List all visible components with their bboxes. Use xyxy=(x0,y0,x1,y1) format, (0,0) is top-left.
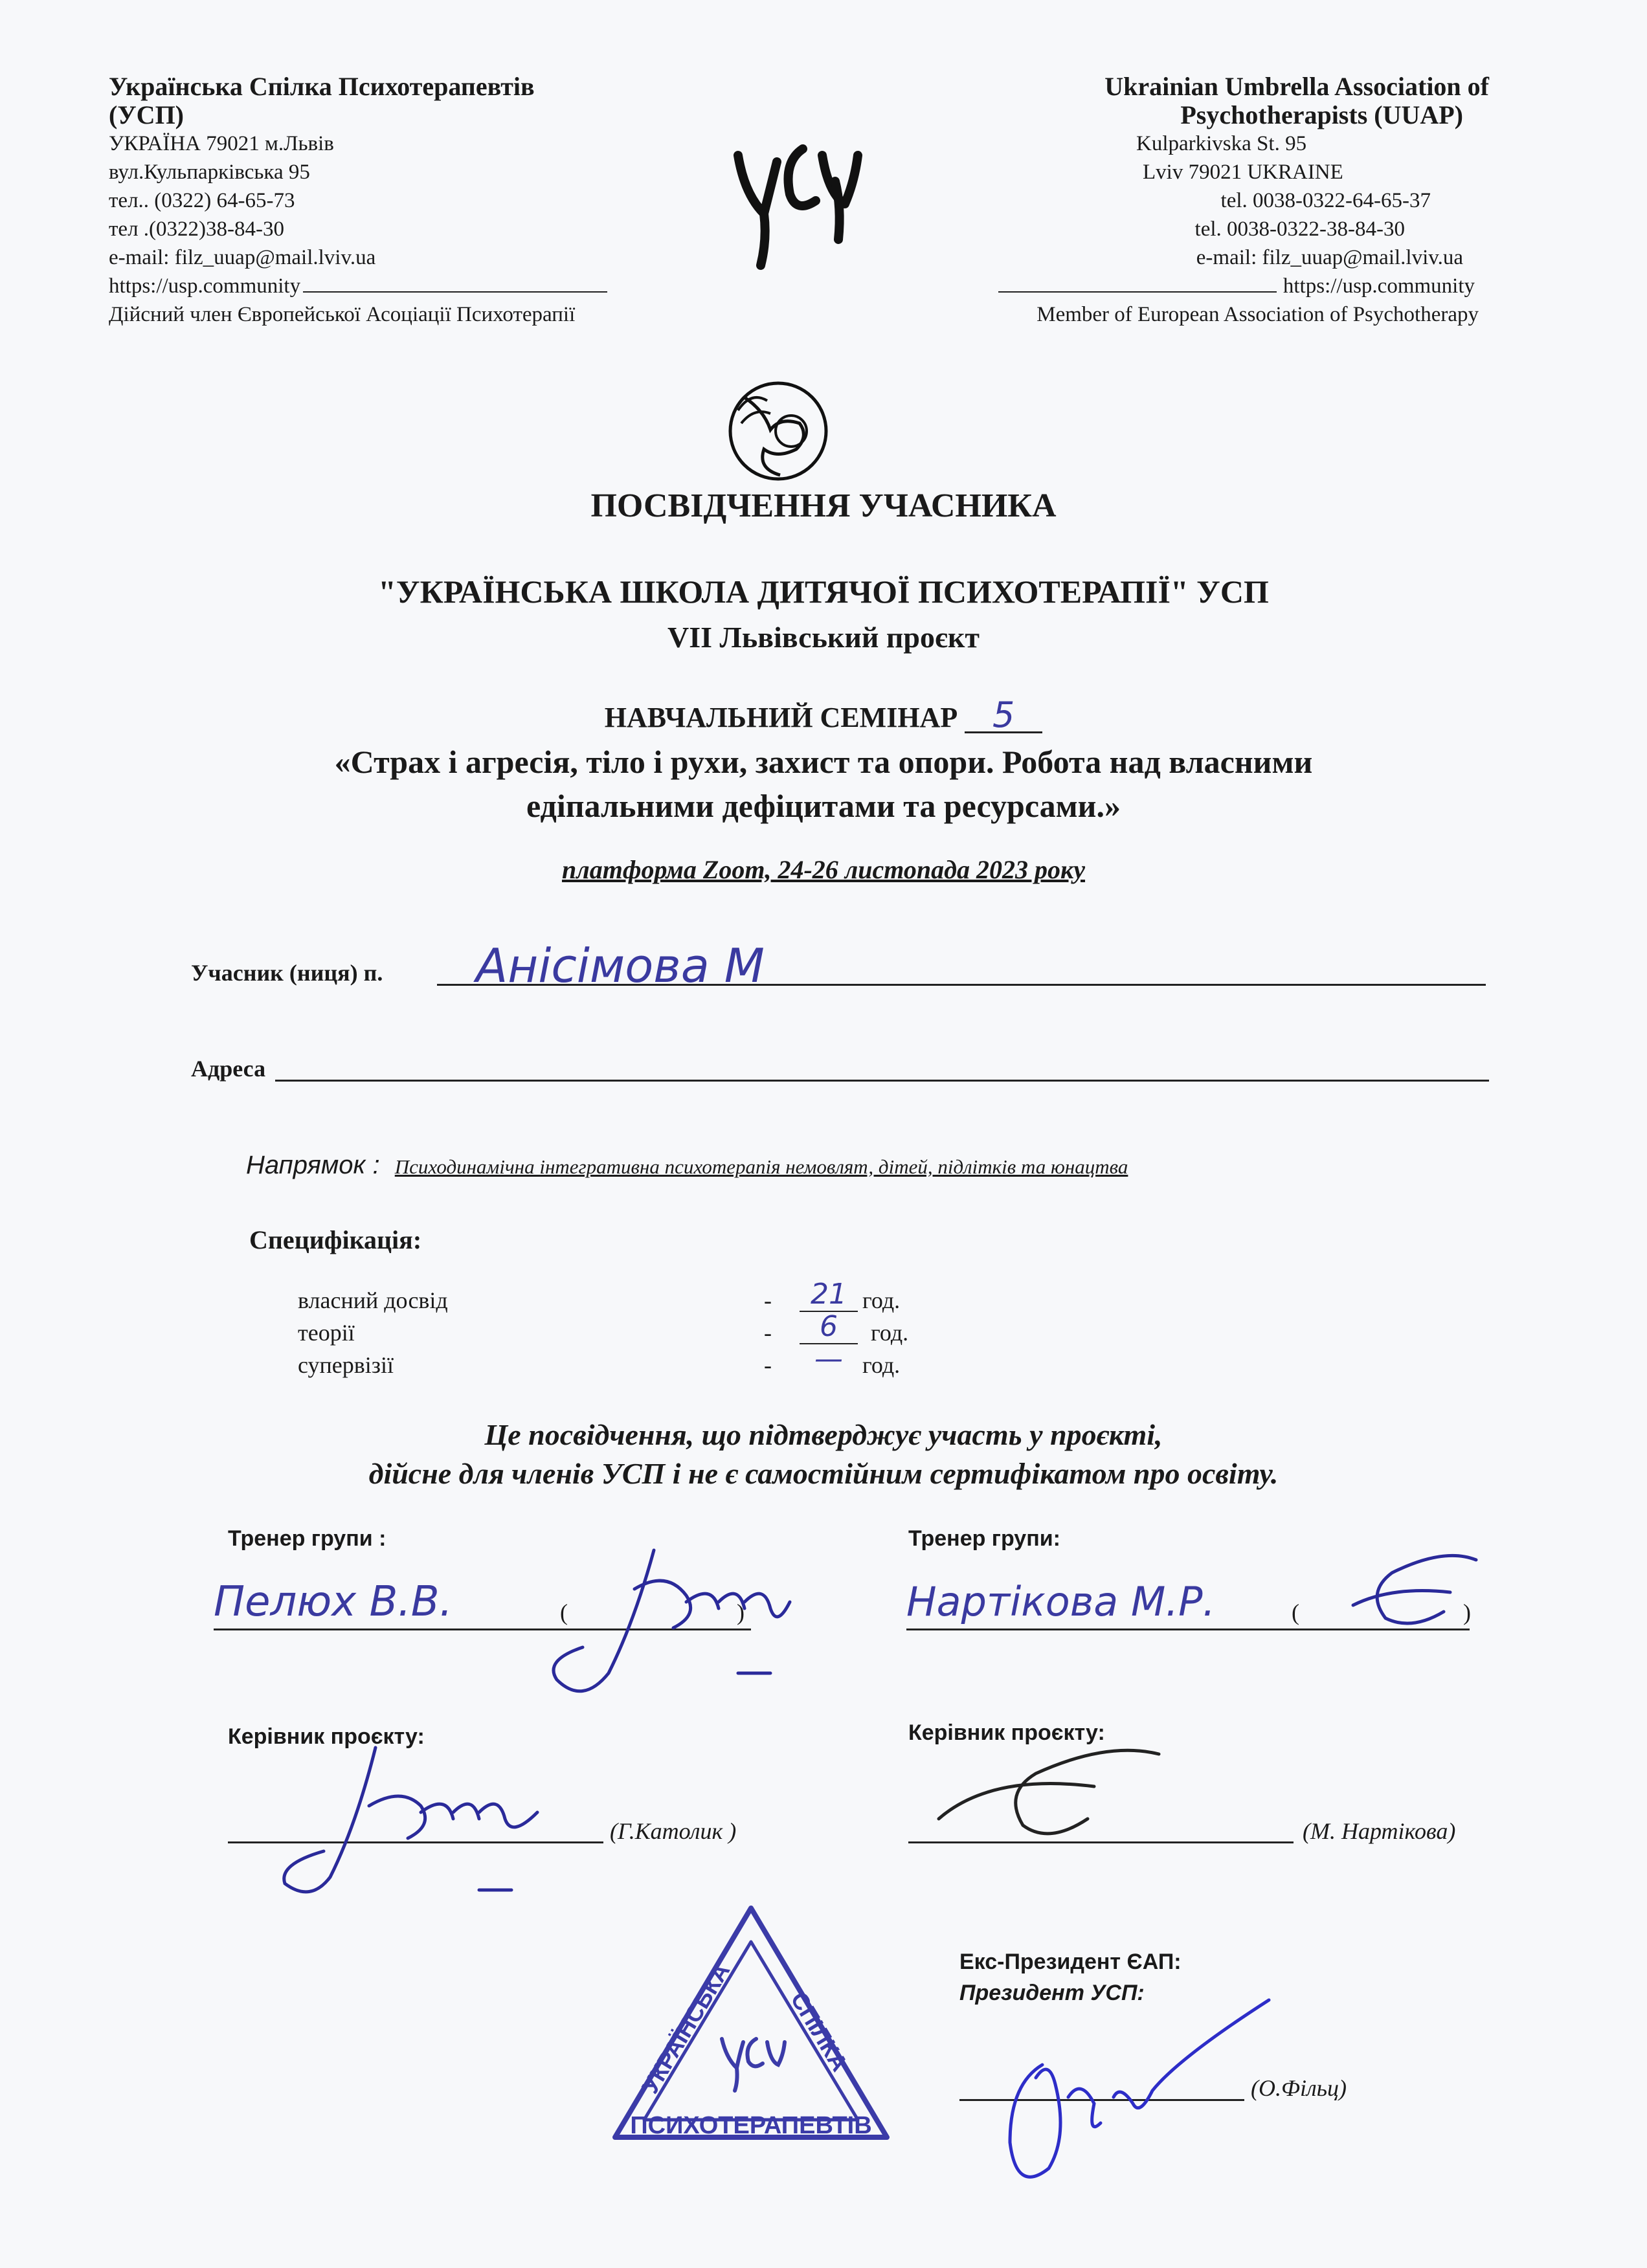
trainer-left-label: Тренер групи : xyxy=(228,1526,387,1551)
spec-unit: год. xyxy=(871,1320,909,1346)
spec-hours: 6 xyxy=(800,1310,858,1344)
email-en: e-mail: filz_uuap@mail.lviv.ua xyxy=(1196,246,1463,269)
president-label-1: Екс-Президент ЄАП: xyxy=(959,1950,1182,1974)
trainer-left-name: Пелюх В.В. xyxy=(214,1578,453,1626)
seminar-row xyxy=(0,695,1647,735)
stamp-text-right: СПІЛКА xyxy=(785,1987,854,2076)
manager-left-signature-icon xyxy=(272,1741,583,1916)
spec-name: теорії xyxy=(298,1320,355,1346)
disclaimer-line-2: дійсне для членів УСП і не є самостійним сертифікатом про освіту. xyxy=(368,1457,1279,1490)
org-name-en-1: Ukrainian Umbrella Association of xyxy=(1104,72,1489,101)
address-ua-2: вул.Кульпарківська 95 xyxy=(109,161,310,184)
direction-label: Напрямок : xyxy=(246,1151,380,1179)
spec-dash: - xyxy=(764,1352,772,1378)
spec-name: власний досвід xyxy=(298,1287,448,1313)
topic-line-2: едіпальними дефіцитами та ресурсами.» xyxy=(526,788,1121,824)
president-signature-icon xyxy=(984,1987,1282,2201)
org-name-en-2: Psychotherapists (UUAP) xyxy=(1180,100,1463,129)
spec-dash: - xyxy=(764,1287,772,1313)
address-ua-1: УКРАЇНА 79021 м.Львів xyxy=(109,132,334,155)
website-ua: https://usp.community xyxy=(109,274,301,298)
manager-right-signature-icon xyxy=(926,1741,1172,1851)
stamp-text-bottom: ПСИХОТЕРАПЕВТІВ xyxy=(630,2112,872,2139)
header-right xyxy=(932,72,1489,329)
spec-name: супервізії xyxy=(298,1352,394,1378)
participant-label: Учасник (ниця) п. xyxy=(191,960,383,986)
manager-right-label: Керівник проєкту: xyxy=(908,1720,1105,1745)
membership-ua: Дійсний член Європейської Асоціації Психотерапії xyxy=(109,303,576,326)
org-name-ua-1: Українська Спілка Психотерапевтів xyxy=(109,72,535,101)
phone-ua-2: тел .(0322)38-84-30 xyxy=(109,217,284,241)
direction-row xyxy=(246,1151,1128,1180)
seminar-number: 5 xyxy=(965,699,1042,733)
president-name: (О.Фільц) xyxy=(1251,2075,1347,2101)
spec-hours: — xyxy=(814,1342,843,1375)
trainer-right-label: Тренер групи: xyxy=(908,1526,1060,1551)
trainer-left-signature-block: Пелюх В.В. ( ) xyxy=(214,1572,745,1636)
manager-left-label: Керівник проєкту: xyxy=(228,1724,425,1749)
president-label-2: Президент УСП: xyxy=(959,1981,1145,2005)
address-label: Адреса xyxy=(191,1056,266,1082)
phone-en-1: tel. 0038-0322-64-65-37 xyxy=(1220,189,1431,212)
topic-line-1: «Страх і агресія, тіло і рухи, захист та опори. Робота над власними xyxy=(334,744,1313,780)
trainer-right-signature-block: Нартікова М.Р. ( ) xyxy=(906,1572,1476,1636)
usp-logo-icon xyxy=(725,117,874,272)
trainer-right-name: Нартікова М.Р. xyxy=(906,1578,1216,1625)
participant-field xyxy=(437,939,1486,993)
address-en-2: Lviv 79021 UKRAINE xyxy=(1143,161,1343,184)
project-title: VII Львівський проєкт xyxy=(667,621,980,654)
phone-en-2: tel. 0038-0322-38-84-30 xyxy=(1194,217,1405,241)
emblem-icon xyxy=(719,372,835,488)
trainer-right-signature-icon xyxy=(1314,1547,1496,1638)
direction-value: Психодинамічна інтегративна психотерапія немовлят, дітей, підлітків та юнацтва xyxy=(394,1155,1128,1178)
phone-ua-1: тел.. (0322) 64-65-73 xyxy=(109,189,295,212)
certificate-title: ПОСВІДЧЕННЯ УЧАСНИКА xyxy=(590,487,1057,524)
org-name-ua-2: (УСП) xyxy=(109,100,184,129)
spec-unit: год. xyxy=(862,1352,901,1378)
participant-name: Анісімова М xyxy=(476,939,765,993)
disclaimer-line-1: Це посвідчення, що підтверджує участь у проєкті, xyxy=(484,1418,1163,1451)
membership-en: Member of European Association of Psychotherapy xyxy=(1036,303,1479,326)
header-left xyxy=(109,72,666,329)
spec-label: Специфікація: xyxy=(249,1225,422,1254)
email-ua: e-mail: filz_uuap@mail.lviv.ua xyxy=(109,246,376,269)
spec-unit: год. xyxy=(862,1287,901,1313)
address-field xyxy=(275,1049,1489,1082)
manager-right-name: (М. Нартікова) xyxy=(1303,1818,1456,1844)
spec-dash: - xyxy=(764,1320,772,1346)
stamp-text-left: УКРАЇНСЬКА xyxy=(636,1958,735,2098)
trainer-left-signature-icon xyxy=(505,1544,816,1712)
address-en-1: Kulparkivska St. 95 xyxy=(1136,132,1307,155)
spec-hours: 21 xyxy=(800,1278,858,1312)
website-en: https://usp.community xyxy=(1283,274,1475,298)
school-title: "УКРАЇНСЬКА ШКОЛА ДИТЯЧОЇ ПСИХОТЕРАПІЇ" УСП xyxy=(378,573,1269,610)
seminar-label: НАВЧАЛЬНИЙ СЕМІНАР xyxy=(604,702,958,733)
usp-stamp-icon xyxy=(602,1896,900,2155)
manager-left-name: (Г.Католик ) xyxy=(610,1818,737,1844)
platform-date: платформа Zoom, 24-26 листопада 2023 року xyxy=(561,855,1086,884)
